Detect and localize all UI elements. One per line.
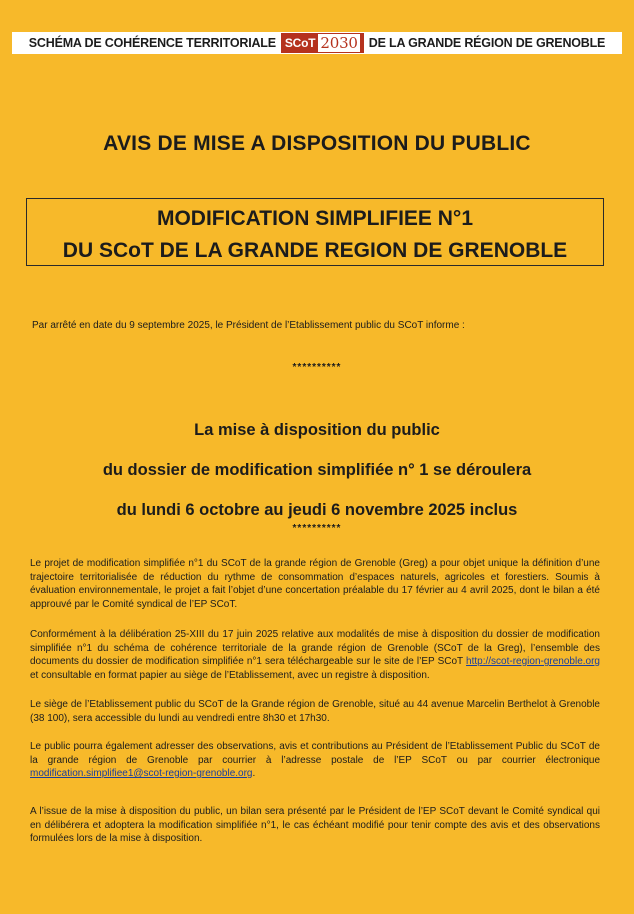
paragraph-dossier xyxy=(30,628,600,682)
separator-top: ********** xyxy=(292,362,342,373)
paragraph-dossier-end: et consultable en format papier au siège de l’Etablissement, avec un registre à disposition. xyxy=(30,669,430,681)
announcement-line-2: du dossier de modification simplifiée n° 1 se déroulera xyxy=(102,461,532,479)
boxed-subject xyxy=(26,198,604,266)
announcement xyxy=(0,410,634,530)
logo-year-text: 2030 xyxy=(320,34,358,52)
header-right-text: DE LA GRANDE RÉGION DE GRENOBLE xyxy=(368,36,606,50)
email-link[interactable]: modification.simplifiee1@scot-region-grenoble.org xyxy=(30,768,253,779)
paragraph-observations xyxy=(30,740,600,781)
website-link[interactable]: http://scot-region-grenoble.org xyxy=(466,656,600,667)
intro-text: Par arrêté en date du 9 septembre 2025, le Président de l’Etablissement public du SCoT informe : xyxy=(32,320,465,331)
paragraph-observations-end: . xyxy=(252,768,256,779)
logo-scot-text: SCoT xyxy=(284,36,316,50)
header-left-text: SCHÉMA DE COHÉRENCE TERRITORIALE xyxy=(28,36,276,50)
page-title: AVIS DE MISE A DISPOSITION DU PUBLIC xyxy=(103,132,531,155)
announcement-line-1: La mise à disposition du public xyxy=(194,421,440,439)
separator-bottom: ********** xyxy=(292,523,342,534)
announcement-line-3: du lundi 6 octobre au jeudi 6 novembre 2025 inclus xyxy=(116,501,518,519)
paragraph-project: Le projet de modification simplifiée n°1 du SCoT de la grande région de Grenoble (Greg) a pour objet unique la définition d’une trajectoire territorialisée de réduction du rythme de consommation d’espaces naturels, agricoles et forestiers. Soumis à évaluation environnementale, le projet a fait l’objet d’une concertation préalable du 17 février au 4 avril 2025, dont le bilan a été approuvé par le Comité syndical de l’EP SCoT. xyxy=(30,558,600,610)
boxed-line-1: MODIFICATION SIMPLIFIEE N°1 xyxy=(156,207,473,230)
paragraph-siege: Le siège de l’Etablissement public du SCoT de la Grande région de Grenoble, situé au 44 avenue Marcelin Berthelot à Grenoble (38 100), sera accessible du lundi au vendredi entre 8h30 et 17h30. xyxy=(30,699,600,724)
paragraph-dossier-text: Conformément à la délibération 25-XIII du 17 juin 2025 relative aux modalités de mise à disposition du dossier de modification simplifiée n°1 du schéma de cohérence territoriale de la grande région de Grenoble (SCoT de la Greg), l’ensemble des documents du dossier de modification simplifiée n°1 sera téléchargeable sur le site de l’EP SCoT xyxy=(30,629,600,667)
scot-logo xyxy=(281,33,364,53)
header-banner xyxy=(12,32,622,54)
paragraph-observations-text: Le public pourra également adresser des observations, avis et contributions au Président de l’Etablissement Public du SCoT de la grande région de Grenoble par courrier à l’adresse postale de l’EP SCoT ou par courrier électronique xyxy=(30,741,600,766)
paragraph-bilan: A l’issue de la mise à disposition du public, un bilan sera présenté par le Président de l’EP SCoT devant le Comité syndical qui en délibérera et adoptera la modification simplifiée n°1, le cas échéant modifié pour tenir compte des avis et des observations formulées lors de la mise à disposition. xyxy=(30,806,600,844)
boxed-line-2: DU SCoT DE LA GRANDE REGION DE GRENOBLE xyxy=(62,239,568,262)
